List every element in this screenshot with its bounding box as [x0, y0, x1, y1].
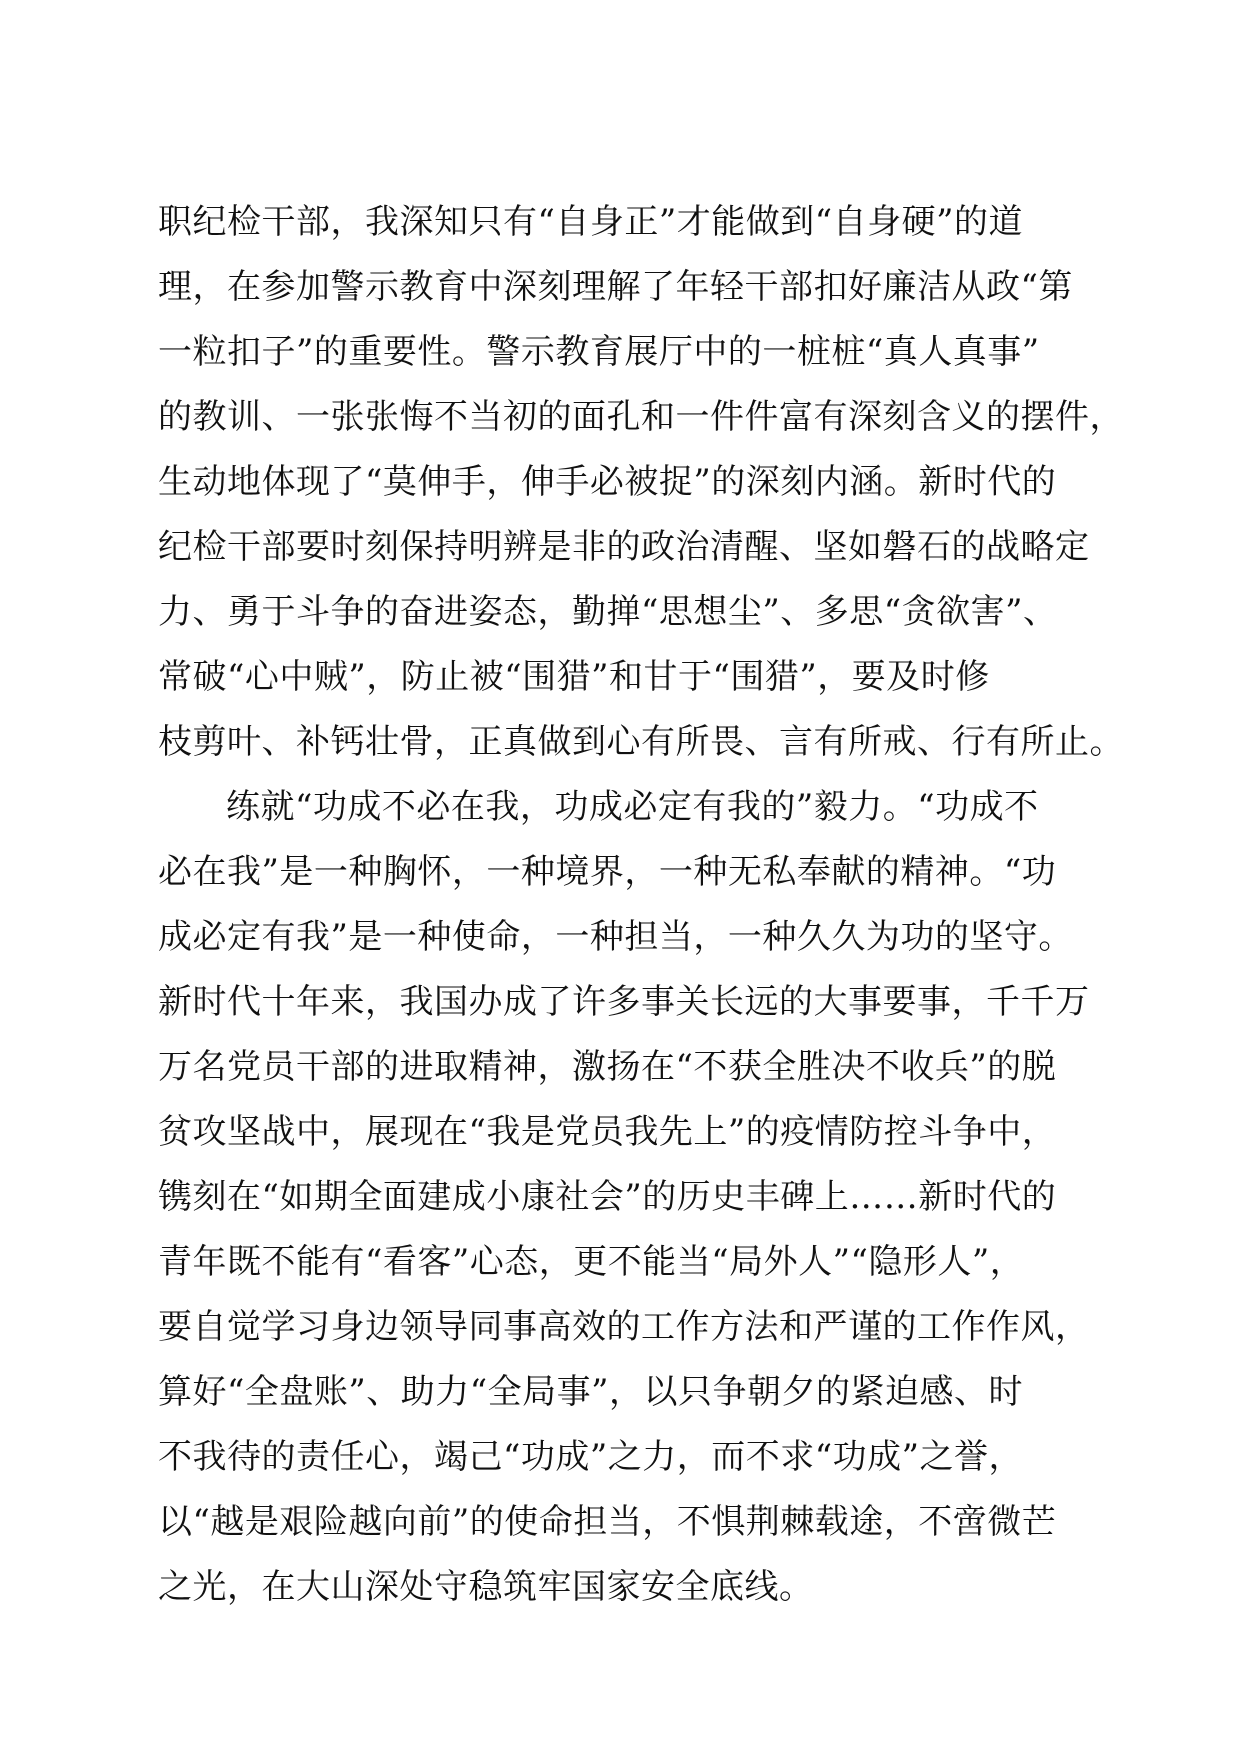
paragraph-1 — [158, 190, 1124, 775]
text-line: 的教训、一张张悔不当初的面孔和一件件富有深刻含义的摆件， — [158, 397, 1124, 437]
text-line: 必在我”是一种胸怀，一种境界，一种无私奉献的精神。“功 — [158, 852, 1057, 892]
text-line: 职纪检干部，我深知只有“自身正”才能做到“自身硬”的道 — [158, 202, 1024, 242]
text-line: 青年既不能有“看客”心态，更不能当“局外人”“隐形人”， — [158, 1242, 1025, 1282]
text-line: 枝剪叶、补钙壮骨，正真做到心有所畏、言有所戒、行有所止。 — [158, 722, 1124, 762]
text-line: 生动地体现了“莫伸手，伸手必被捉”的深刻内涵。新时代的 — [158, 462, 1057, 502]
text-line: 要自觉学习身边领导同事高效的工作方法和严谨的工作作风， — [158, 1307, 1090, 1347]
text-line: 万名党员干部的进取精神，激扬在“不获全胜决不收兵”的脱 — [158, 1047, 1057, 1087]
text-line: 成必定有我”是一种使命，一种担当，一种久久为功的坚守。 — [158, 917, 1073, 957]
text-line: 不我待的责任心，竭己“功成”之力，而不求“功成”之誉， — [158, 1437, 1024, 1477]
body-text — [158, 190, 1124, 1620]
text-line: 常破“心中贼”，防止被“围猎”和甘于“围猎”，要及时修 — [158, 657, 990, 697]
text-line: 力、勇于斗争的奋进姿态，勤掸“思想尘”、多思“贪欲害”、 — [158, 592, 1058, 632]
text-line: 算好“全盘账”、助力“全局事”，以只争朝夕的紧迫感、时 — [158, 1372, 1024, 1412]
text-line: 纪检干部要时刻保持明辨是非的政治清醒、坚如磐石的战略定 — [158, 527, 1090, 567]
text-line: 镌刻在“如期全面建成小康社会”的历史丰碑上……新时代的 — [158, 1177, 1057, 1217]
text-line: 练就“功成不必在我，功成必定有我的”毅力。“功成不 — [226, 787, 1039, 827]
text-line: 之光，在大山深处守稳筑牢国家安全底线。 — [158, 1567, 814, 1607]
text-line: 理，在参加警示教育中深刻理解了年轻干部扣好廉洁从政“第 — [158, 267, 1073, 307]
text-line: 一粒扣子”的重要性。警示教育展厅中的一桩桩“真人真事” — [158, 332, 1040, 372]
text-line: 以“越是艰险越向前”的使命担当，不惧荆棘载途，不啻微芒 — [158, 1502, 1057, 1542]
text-line: 贫攻坚战中，展现在“我是党员我先上”的疫情防控斗争中， — [158, 1112, 1057, 1152]
paragraph-2 — [158, 775, 1090, 1620]
text-line: 新时代十年来，我国办成了许多事关长远的大事要事，千千万 — [158, 982, 1090, 1022]
